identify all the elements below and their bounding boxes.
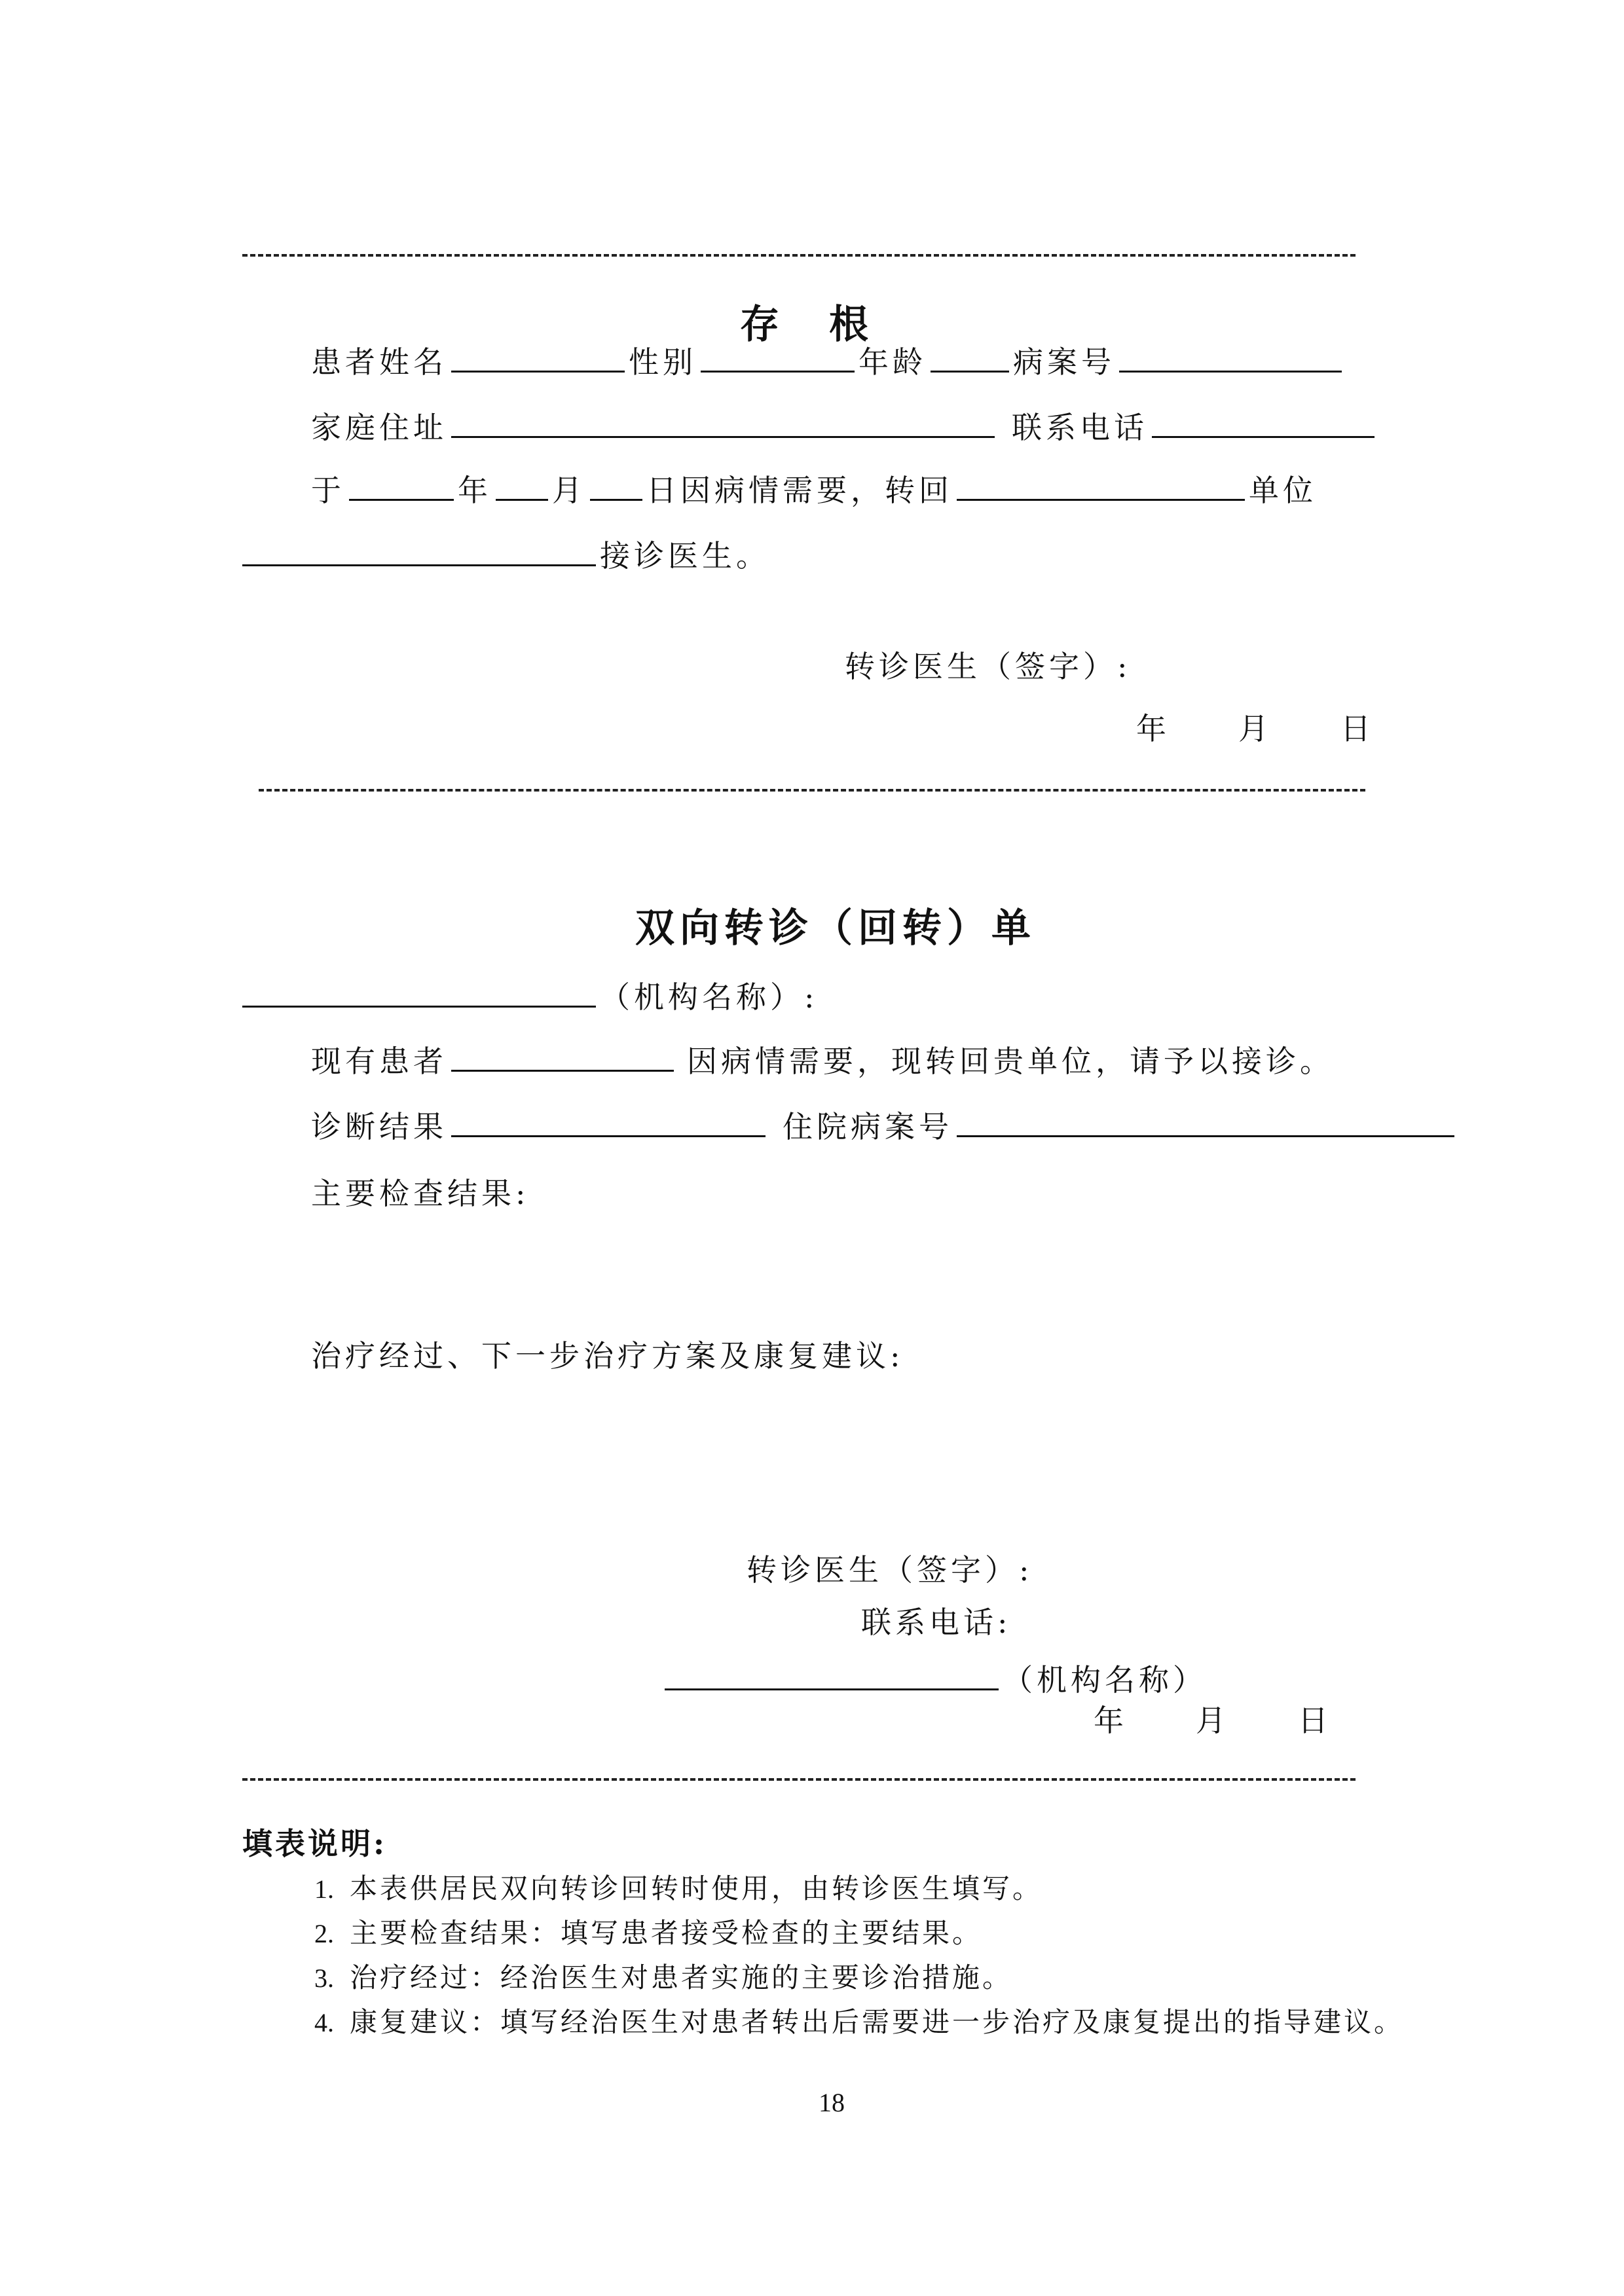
stub-date: 年 月 日	[1136, 711, 1375, 746]
patient-field[interactable]	[451, 1041, 674, 1072]
unit-field[interactable]	[957, 470, 1245, 501]
patient-prefix: 现有患者	[311, 1044, 447, 1079]
date-prefix: 于	[311, 473, 345, 508]
page-number: 18	[819, 2088, 845, 2117]
treatment-label: 治疗经过、下一步治疗方案及康复建议:	[311, 1338, 904, 1374]
stub-row-4	[242, 536, 770, 574]
note-item: 1. 本表供居民双向转诊回转时使用，由转诊医生填写。	[314, 1872, 1043, 1904]
stub-signature: 转诊医生（签字）:	[845, 649, 1132, 684]
doctor-field[interactable]	[242, 536, 596, 566]
record-label: 病案号	[1013, 344, 1115, 380]
separator-middle	[259, 789, 1365, 792]
notes-title: 填表说明:	[242, 1826, 387, 1861]
name-field[interactable]	[451, 342, 625, 373]
stub-title: 存 根	[740, 302, 874, 348]
diagnosis-label: 诊断结果	[311, 1109, 447, 1144]
unit-label: 单位	[1249, 473, 1317, 508]
day-reason-text: 日因病情需要，转回	[646, 473, 953, 508]
stub-row-2	[311, 407, 1378, 443]
gender-label: 性别	[629, 344, 697, 380]
form-org-row	[242, 977, 819, 1015]
record-field[interactable]	[1119, 342, 1342, 373]
phone-field[interactable]	[1152, 407, 1375, 438]
receive-doctor-text: 接诊医生。	[600, 538, 770, 574]
form-phone: 联系电话:	[861, 1605, 1012, 1640]
org-label: （机构名称）:	[600, 979, 819, 1015]
form-org-name-row	[665, 1660, 1207, 1698]
address-field[interactable]	[451, 407, 995, 438]
form-date: 年 月 日	[1094, 1703, 1332, 1738]
year-label: 年	[458, 473, 492, 508]
year-field[interactable]	[349, 470, 454, 501]
stub-row-1	[311, 342, 1346, 380]
age-field[interactable]	[931, 342, 1009, 373]
age-label: 年龄	[858, 344, 927, 380]
phone-label: 联系电话	[1012, 410, 1148, 445]
gender-field[interactable]	[701, 342, 855, 373]
month-label: 月	[552, 473, 586, 508]
form-diagnosis-row	[311, 1106, 1458, 1142]
month-field[interactable]	[496, 470, 548, 501]
form-patient-row	[311, 1041, 1334, 1079]
note-item: 2. 主要检查结果：填写患者接受检查的主要结果。	[314, 1917, 983, 1949]
inpatient-label: 住院病案号	[783, 1109, 953, 1144]
patient-suffix: 因病情需要，现转回贵单位，请予以接诊。	[687, 1044, 1334, 1079]
diagnosis-field[interactable]	[451, 1106, 766, 1137]
address-label: 家庭住址	[311, 410, 447, 445]
exam-label: 主要检查结果:	[311, 1176, 530, 1211]
name-label: 患者姓名	[311, 344, 447, 380]
form-signature: 转诊医生（签字）:	[747, 1552, 1033, 1588]
note-item: 4. 康复建议：填写经治医生对患者转出后需要进一步治疗及康复提出的指导建议。	[314, 2006, 1405, 2038]
form-title: 双向转诊（回转）单	[635, 905, 1036, 951]
org-name-label: （机构名称）	[1003, 1662, 1207, 1698]
org-field[interactable]	[242, 977, 596, 1008]
note-item: 3. 治疗经过：经治医生对患者实施的主要诊治措施。	[314, 1961, 1013, 1994]
day-field[interactable]	[590, 470, 642, 501]
stub-row-3	[311, 470, 1317, 508]
inpatient-field[interactable]	[957, 1106, 1454, 1137]
separator-bottom	[242, 1778, 1356, 1781]
org-name-field[interactable]	[665, 1660, 999, 1690]
separator-top	[242, 254, 1356, 257]
